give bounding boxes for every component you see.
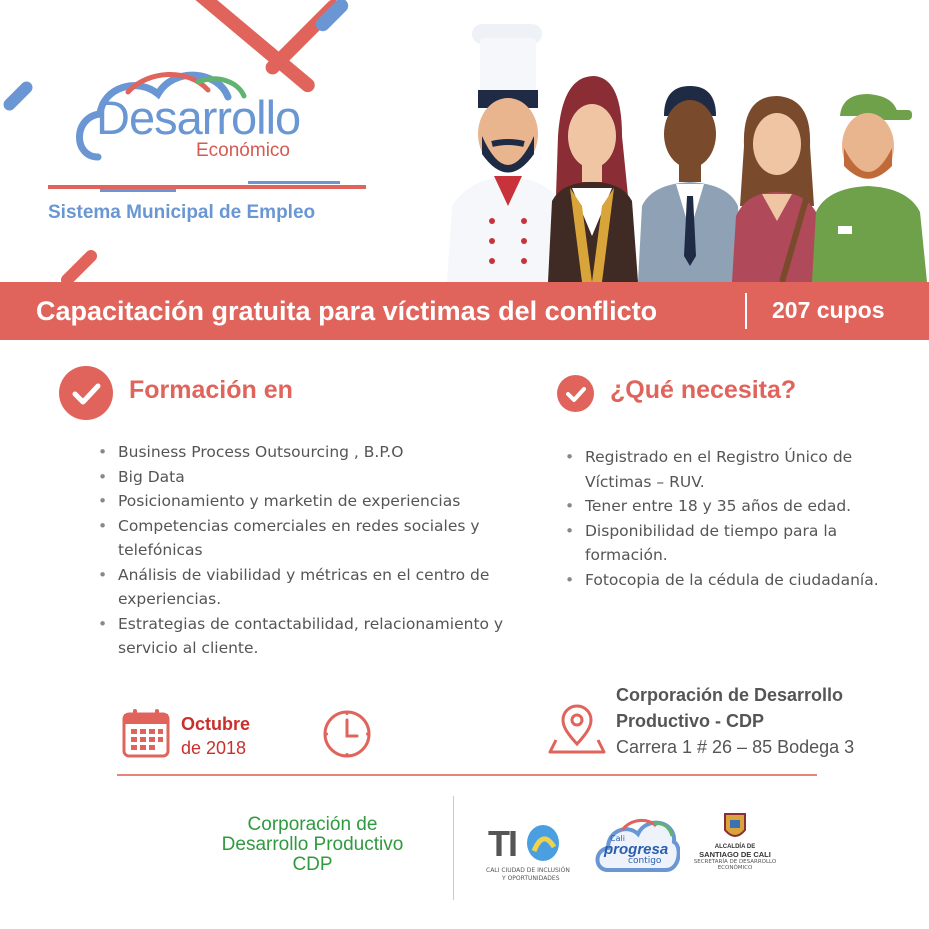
system-name: Sistema Municipal de Empleo	[48, 202, 316, 223]
requisitos-title: ¿Qué necesita?	[610, 376, 797, 404]
list-item: • Tener entre 18 y 35 años de edad.	[563, 494, 893, 519]
logo-desarrollo-economico	[48, 62, 378, 232]
logo-subtitle: Económico	[196, 140, 290, 161]
woman-figure	[732, 96, 822, 282]
list-item: • Big Data	[96, 465, 536, 490]
list-item: • Competencias comerciales en redes sociales y telefónicas	[96, 514, 536, 563]
title-banner	[0, 282, 929, 340]
location-name-2: Productivo - CDP	[616, 711, 765, 731]
section-divider	[117, 774, 817, 776]
ti-logo: TI CALI CIUDAD DE INCLUSIÓN Y OPORTUNIDADES	[486, 823, 570, 882]
list-item: • Posicionamiento y marketin de experiencias	[96, 489, 536, 514]
decor-bar	[313, 0, 351, 34]
decor-bar	[1, 79, 35, 113]
check-circle-icon	[557, 375, 594, 412]
coat-of-arms-icon	[722, 812, 748, 842]
logo-title: Desarrollo	[96, 91, 301, 144]
list-item: • Fotocopia de la cédula de ciudadanía.	[563, 568, 893, 593]
check-circle-icon	[59, 366, 113, 420]
logo-underline-accent	[100, 189, 176, 192]
list-item: • Business Process Outsourcing , B.P.O	[96, 440, 536, 465]
cali-progresa-logo: Cali progresa contigo	[592, 810, 680, 880]
location-address: Carrera 1 # 26 – 85 Bodega 3	[616, 737, 855, 757]
banner-title: Capacitación gratuita para víctimas del conflicto	[36, 296, 658, 326]
ti-logo-text: TI	[488, 823, 516, 864]
requisitos-list	[563, 445, 893, 592]
event-location	[616, 682, 854, 760]
date-year: de 2018	[181, 738, 247, 758]
banner-cupos: 207 cupos	[772, 297, 885, 323]
formacion-list	[96, 440, 536, 661]
list-item: • Análisis de viabilidad y métricas en el centro de experiencias.	[96, 563, 536, 612]
worker-figure	[812, 94, 927, 282]
footer-divider	[453, 796, 454, 900]
date-month: Octubre	[181, 714, 251, 734]
hand-icon	[524, 823, 562, 863]
event-date	[181, 712, 250, 760]
map-pin-icon	[548, 704, 606, 754]
list-item: • Registrado en el Registro Único de Víctimas – RUV.	[563, 445, 893, 494]
cdp-logo: Corporación de Desarrollo Productivo CDP	[221, 814, 404, 875]
formacion-title: Formación en	[129, 376, 293, 404]
list-item: • Disponibilidad de tiempo para la formación.	[563, 519, 893, 568]
alcaldia-logo: ALCALDÍA DE SANTIAGO DE CALI SECRETARÍA DE DESARROLLO ECONÓMICO	[690, 812, 780, 890]
logo-underline	[48, 185, 366, 189]
clock-icon	[321, 708, 373, 760]
businessman-figure	[638, 86, 742, 282]
workers-illustration	[432, 16, 929, 282]
calendar-icon	[122, 708, 170, 758]
businesswoman-figure	[548, 76, 638, 282]
location-name: Corporación de Desarrollo	[616, 685, 844, 705]
logo-underline-accent	[248, 181, 340, 184]
list-item: • Estrategias de contactabilidad, relacionamiento y servicio al cliente.	[96, 612, 536, 661]
banner-separator	[745, 293, 747, 329]
